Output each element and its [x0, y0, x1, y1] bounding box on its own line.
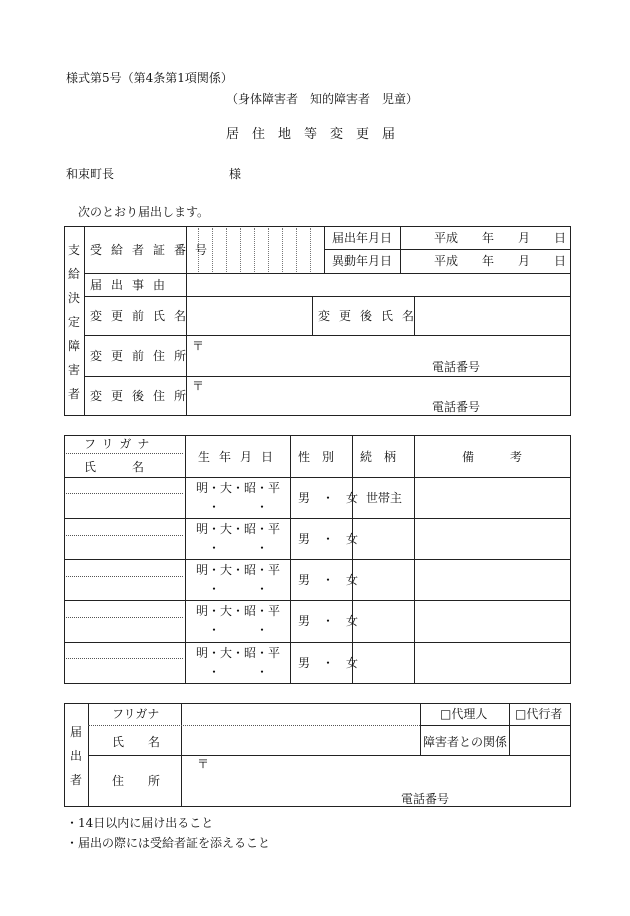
notification-year-unit: 年 — [482, 231, 495, 245]
row4-date-dots: ・ ・ — [208, 623, 269, 637]
row4-sex-options: 男 ・ 女 — [298, 614, 359, 628]
birthdate-header: 生年月日 — [198, 450, 283, 464]
notifier-side-label: 届出者 — [69, 725, 82, 787]
old-address-label: 変更前住所 — [90, 349, 196, 363]
change-day-unit: 日 — [554, 254, 567, 268]
row1-relation: 世帯主 — [366, 491, 403, 505]
new-address-label: 変更後住所 — [90, 389, 196, 403]
addressee: 和束町長 — [66, 167, 115, 181]
notifier-address-label: 住 所 — [112, 774, 161, 788]
row1-sex-options: 男 ・ 女 — [298, 491, 359, 505]
intro-text: 次のとおり届出します。 — [78, 205, 210, 219]
note-attach-certificate: ・届出の際には受給者証を添えること — [66, 836, 271, 850]
old-phone-label: 電話番号 — [432, 360, 481, 374]
name-header: 氏 名 — [84, 460, 145, 474]
honorific: 様 — [229, 167, 242, 181]
row4-era-options: 明・大・昭・平 — [196, 604, 281, 618]
notifier-phone-label: 電話番号 — [401, 792, 450, 806]
row3-sex-options: 男 ・ 女 — [298, 573, 359, 587]
new-name-label: 変更後氏名 — [318, 309, 424, 323]
row2-date-dots: ・ ・ — [208, 541, 269, 555]
furigana-header: フリガナ — [84, 437, 156, 451]
change-era: 平成 — [434, 254, 459, 268]
notifier-furigana-label: フリガナ — [112, 707, 160, 721]
row5-era-options: 明・大・昭・平 — [196, 646, 281, 660]
notification-month-unit: 月 — [518, 231, 531, 245]
new-postal-mark: 〒 — [192, 379, 205, 393]
sex-header: 性 別 — [298, 450, 335, 464]
relation-header: 続 柄 — [360, 450, 397, 464]
row3-era-options: 明・大・昭・平 — [196, 563, 281, 577]
form-title: 居 住 地 等 変 更 届 — [226, 127, 396, 142]
proxy-checkbox[interactable]: □代行者 — [515, 707, 563, 721]
recipient-side-label: 支給決定障害者 — [67, 243, 80, 401]
notifier-postal-mark: 〒 — [197, 757, 210, 771]
notifier-name-label: 氏 名 — [112, 735, 161, 749]
note-deadline: ・14日以内に届け出ること — [66, 816, 214, 830]
recipient-number-label: 受給者証番号 — [90, 243, 217, 257]
notification-date-label: 届出年月日 — [332, 231, 393, 245]
reason-label: 届出事由 — [90, 278, 175, 292]
change-year-unit: 年 — [482, 254, 495, 268]
row2-sex-options: 男 ・ 女 — [298, 532, 359, 546]
old-postal-mark: 〒 — [192, 339, 205, 353]
old-name-label: 変更前氏名 — [90, 309, 196, 323]
row1-date-dots: ・ ・ — [208, 500, 269, 514]
row1-era-options: 明・大・昭・平 — [196, 481, 281, 495]
row5-date-dots: ・ ・ — [208, 665, 269, 679]
notification-day-unit: 日 — [554, 231, 567, 245]
row5-sex-options: 男 ・ 女 — [298, 656, 359, 670]
row3-date-dots: ・ ・ — [208, 582, 269, 596]
agent-checkbox[interactable]: □代理人 — [440, 707, 488, 721]
new-phone-label: 電話番号 — [432, 400, 481, 414]
row2-era-options: 明・大・昭・平 — [196, 522, 281, 536]
remarks-header: 備 考 — [462, 450, 523, 464]
change-date-label: 異動年月日 — [332, 254, 393, 268]
notification-era: 平成 — [434, 231, 459, 245]
relation-to-disabled-label: 障害者との関係 — [423, 735, 508, 749]
change-month-unit: 月 — [518, 254, 531, 268]
form-number: 様式第5号（第4条第1項関係） — [66, 71, 233, 85]
disability-categories: （身体障害者 知的障害者 児童） — [226, 92, 419, 106]
